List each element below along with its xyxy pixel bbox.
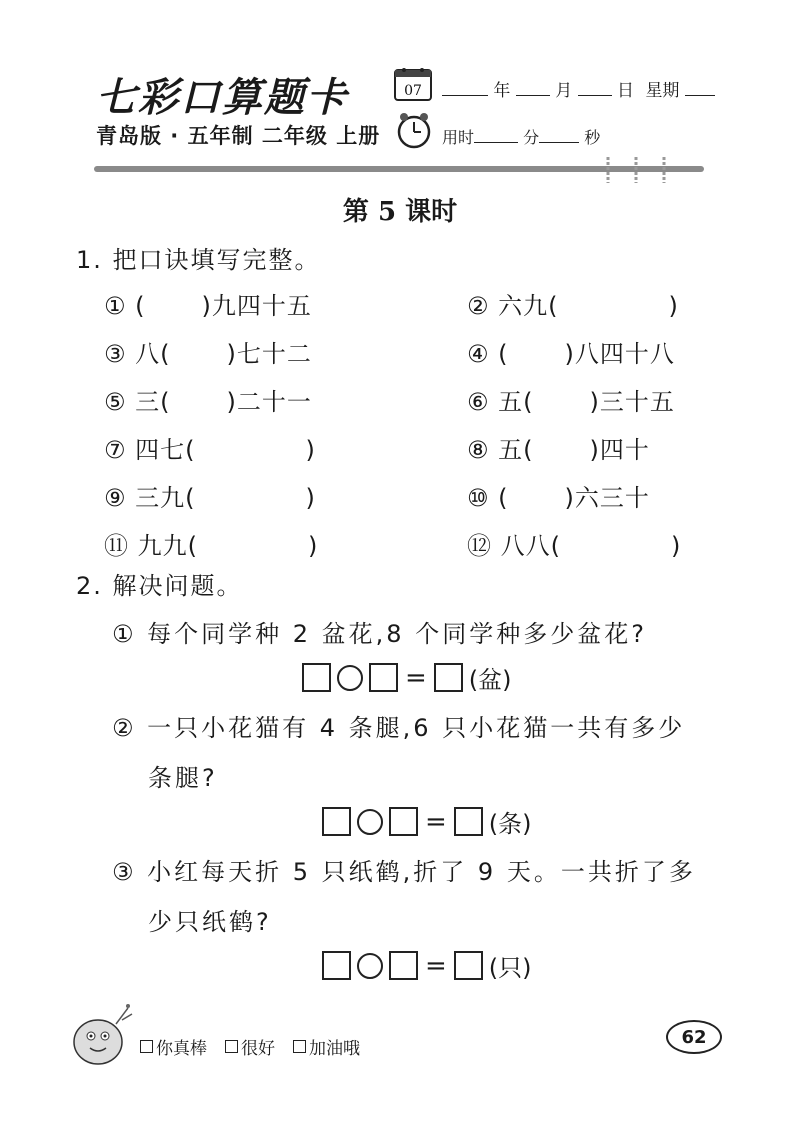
second-label: 秒 <box>584 128 601 147</box>
operator-circle[interactable] <box>357 809 383 835</box>
minute-label: 分 <box>523 128 540 147</box>
word-problem-2: ② 一只小花猫有 4 条腿,6 只小花猫一共有多少 <box>112 714 686 742</box>
calendar-number: 07 <box>404 83 422 99</box>
mnemonic-item: ② 六九( ) <box>467 292 679 320</box>
equals-sign: = <box>425 806 447 837</box>
calendar-icon <box>393 66 433 102</box>
unit-label: (条) <box>488 810 532 838</box>
month-field[interactable] <box>516 77 550 96</box>
checkbox-icon[interactable] <box>293 1040 306 1053</box>
mnemonic-item: ① ( )九四十五 <box>104 292 312 320</box>
question-2-heading: 2. 解决问题。 <box>76 572 243 600</box>
answer-box[interactable] <box>302 663 331 692</box>
unit-label: (只) <box>488 954 532 982</box>
year-label: 年 <box>493 81 511 101</box>
second-field[interactable] <box>539 124 579 143</box>
question-1-heading: 1. 把口诀填写完整。 <box>76 246 321 274</box>
checkbox-icon[interactable] <box>225 1040 238 1053</box>
lesson-title: 第 5 课时 <box>342 197 458 227</box>
answer-box[interactable] <box>322 807 351 836</box>
mnemonic-item: ④ ( )八四十八 <box>467 340 675 368</box>
answer-box[interactable] <box>322 951 351 980</box>
edition-label: 青岛版 · 五年制 二年级 上册 <box>96 124 381 148</box>
time-prefix-label: 用时 <box>442 128 475 147</box>
brand-title: 七彩口算题卡 <box>96 74 348 121</box>
equation-row-2 <box>322 804 532 839</box>
minute-field[interactable] <box>474 124 518 143</box>
mnemonic-item: ⑫ 八八( ) <box>467 532 682 560</box>
header-rule <box>94 166 704 172</box>
word-problem-1: ① 每个同学种 2 盆花,8 个同学种多少盆花? <box>112 620 647 648</box>
operator-circle[interactable] <box>357 953 383 979</box>
year-field[interactable] <box>442 77 488 96</box>
check-good[interactable]: 很好 <box>225 1034 275 1059</box>
check-keep-going[interactable]: 加油哦 <box>293 1034 360 1059</box>
answer-box[interactable] <box>369 663 398 692</box>
word-problem-2-cont: 条腿? <box>148 764 218 792</box>
binder-pin <box>662 157 666 183</box>
unit-label: (盆) <box>468 666 512 694</box>
equals-sign: = <box>425 950 447 981</box>
mnemonic-item: ⑪ 九九( ) <box>104 532 319 560</box>
mnemonic-item: ⑦ 四七( ) <box>104 436 316 464</box>
mnemonic-item: ③ 八( )七十二 <box>104 340 312 368</box>
check-great[interactable]: 你真棒 <box>140 1034 207 1059</box>
checkbox-icon[interactable] <box>140 1040 153 1053</box>
equation-row-3 <box>322 948 532 983</box>
equals-sign: = <box>405 662 427 693</box>
day-label: 日 <box>617 81 635 101</box>
answer-box[interactable] <box>454 951 483 980</box>
day-field[interactable] <box>578 77 612 96</box>
binder-pin <box>606 157 610 183</box>
equation-row-1 <box>302 660 512 695</box>
answer-box[interactable] <box>434 663 463 692</box>
operator-circle[interactable] <box>337 665 363 691</box>
answer-box[interactable] <box>389 951 418 980</box>
self-evaluation-checks <box>140 1034 360 1059</box>
mnemonic-item: ⑨ 三九( ) <box>104 484 316 512</box>
mnemonic-item: ⑥ 五( )三十五 <box>467 388 675 416</box>
page-number: 62 <box>666 1020 722 1054</box>
mnemonic-item: ⑤ 三( )二十一 <box>104 388 312 416</box>
time-fill-row <box>442 124 600 148</box>
weekday-label: 星期 <box>645 81 680 101</box>
binder-pin <box>634 157 638 183</box>
answer-box[interactable] <box>389 807 418 836</box>
mascot-icon <box>66 1000 138 1070</box>
weekday-field[interactable] <box>685 77 715 96</box>
month-label: 月 <box>555 81 573 101</box>
word-problem-3-cont: 少只纸鹤? <box>148 908 272 936</box>
date-fill-row <box>442 76 715 101</box>
answer-box[interactable] <box>454 807 483 836</box>
clock-icon <box>395 111 433 149</box>
word-problem-3: ③ 小红每天折 5 只纸鹤,折了 9 天。一共折了多 <box>112 858 696 886</box>
mnemonic-item: ⑧ 五( )四十 <box>467 436 650 464</box>
mnemonic-item: ⑩ ( )六三十 <box>467 484 650 512</box>
